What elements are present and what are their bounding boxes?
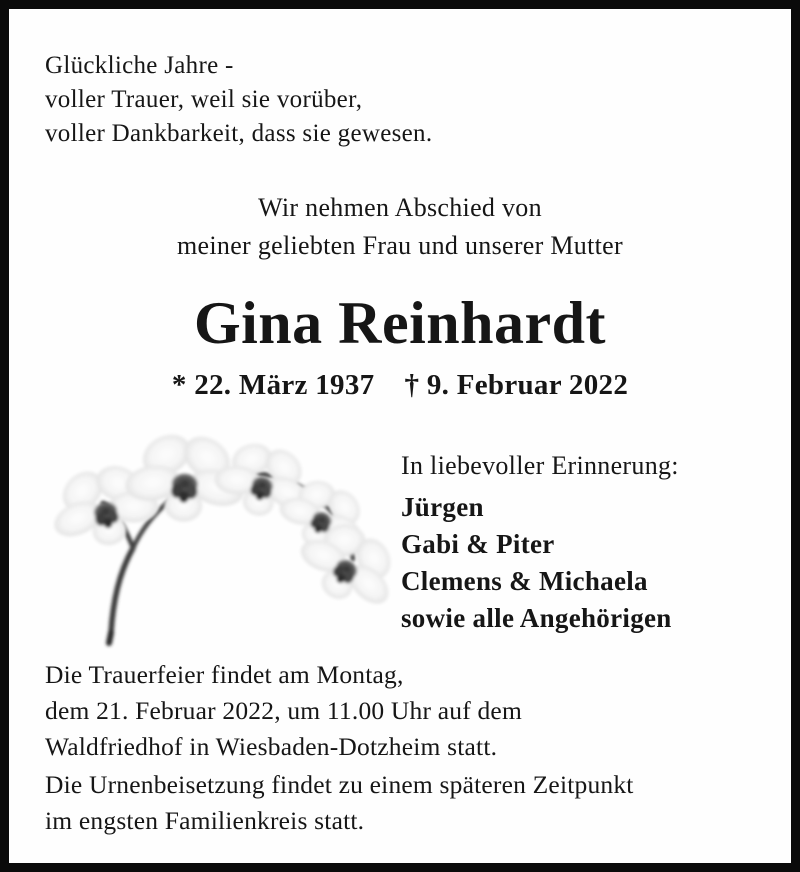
farewell-intro xyxy=(9,189,791,265)
poem-block xyxy=(45,49,432,151)
urn-info-line: im engsten Familienkreis statt. xyxy=(45,806,365,835)
farewell-intro-line: meiner geliebten Frau und unserer Mutter xyxy=(177,231,623,260)
poem-line: voller Dankbarkeit, dass sie gewesen. xyxy=(45,120,433,147)
mourner-name: Jürgen xyxy=(401,492,484,522)
mourner-name: Gabi & Piter xyxy=(401,529,555,559)
death-date: † 9. Februar 2022 xyxy=(404,369,629,401)
memorial-block xyxy=(401,447,679,637)
birth-date: * 22. März 1937 xyxy=(171,369,375,401)
urn-info-line: Die Urnenbeisetzung findet zu einem späteren Zeitpunkt xyxy=(45,770,634,799)
mourner-name: Clemens & Michaela xyxy=(401,566,648,596)
life-dates xyxy=(9,369,791,402)
mourner-name: sowie alle Angehörigen xyxy=(401,603,672,633)
funeral-info-block xyxy=(45,657,522,765)
urn-info-block xyxy=(45,767,634,839)
poem-line: Glückliche Jahre - xyxy=(45,52,234,79)
memorial-heading: In liebevoller Erinnerung: xyxy=(401,451,679,480)
poem-line: voller Trauer, weil sie vorüber, xyxy=(45,86,363,113)
deceased-name: Gina Reinhardt xyxy=(193,290,607,356)
funeral-info-line: Die Trauerfeier findet am Montag, xyxy=(45,660,404,689)
farewell-intro-line: Wir nehmen Abschied von xyxy=(258,193,542,222)
funeral-info-line: Waldfriedhof in Wiesbaden-Dotzheim statt. xyxy=(45,732,498,761)
orchid-image xyxy=(31,421,403,657)
funeral-info-line: dem 21. Februar 2022, um 11.00 Uhr auf dem xyxy=(45,696,522,725)
